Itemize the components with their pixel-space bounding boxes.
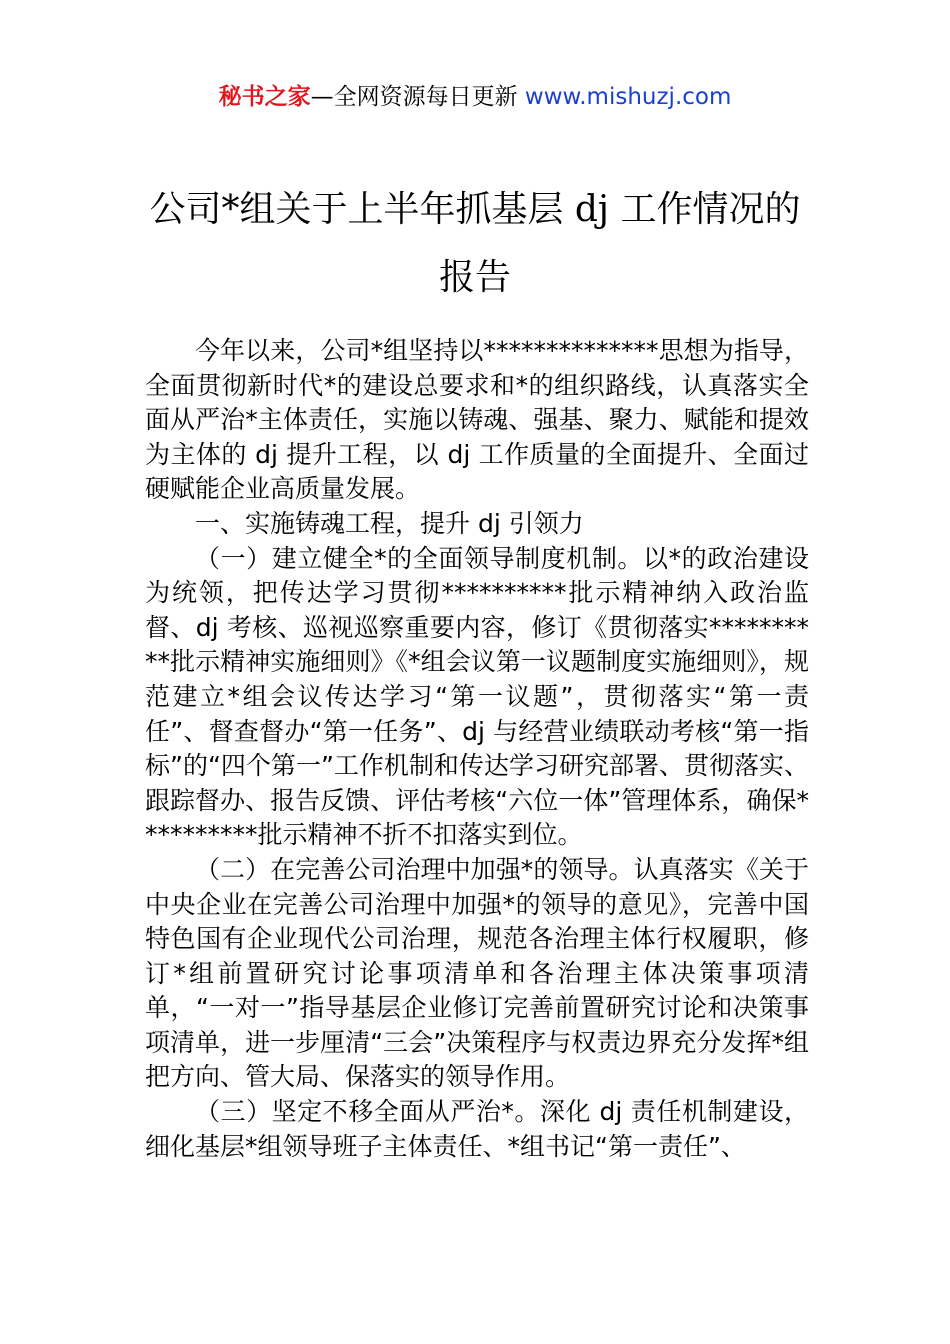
paragraph-subsection-2: （二）在完善公司治理中加强*的领导。认真落实《关于中央企业在完善公司治理中加强*的领导的意见》，完善中国特色国有企业现代公司治理，规范各治理主体行权履职，修订*组前置研究讨论事项清单和各治理主体决策事项清单，“一对一”指导基层企业修订完善前置研究讨论和决策事项清单，进一步厘清“三会”决策程序与权责边界充分发挥*组把方向、管大局、保落实的领导作用。 [145,854,809,1092]
title-line-2: 报告 [438,257,511,298]
site-header [0,82,950,112]
site-tagline: —全网资源每日更新 [310,84,525,110]
site-url-link[interactable]: www.mishuzj.com [524,84,732,110]
title-line-1: 公司*组关于上半年抓基层 dj 工作情况的 [149,189,801,230]
paragraph-intro: 今年以来，公司*组坚持以**************思想为指导，全面贯彻新时代*的建设总要求和*的组织路线，认真落实全面从严治*主体责任，实施以铸魂、强基、聚力、赋能和提效为主体的 dj 提升工程，以 dj 工作质量的全面提升、全面过硬赋能企业高质量发展。 [145,336,809,504]
document-body [145,334,809,1164]
section-heading-1: 一、实施铸魂工程，提升 dj 引领力 [195,508,584,538]
paragraph-subsection-1: （一）建立健全*的全面领导制度机制。以*的政治建设为统领，把传达学习贯彻**********批示精神纳入政治监督、dj 考核、巡视巡察重要内容，修订《贯彻落实**********批示精神实施细则》《*组会议第一议题制度实施细则》，规范建立*组会议传达学习“第一议题”，贯彻落实“第一责任”、督查督办“第一任务”、dj 与经营业绩联动考核“第一指标”的“四个第一”工作机制和传达学习研究部署、贯彻落实、跟踪督办、报告反馈、评估考核“六位一体”管理体系，确保**********批示精神不折不扣落实到位。 [145,543,809,850]
document-title [0,176,950,312]
paragraph-subsection-3: （三）坚定不移全面从严治*。深化 dj 责任机制建设，细化基层*组领导班子主体责任、*组书记“第一责任”、 [145,1097,809,1161]
site-brand: 秘书之家 [218,84,311,110]
